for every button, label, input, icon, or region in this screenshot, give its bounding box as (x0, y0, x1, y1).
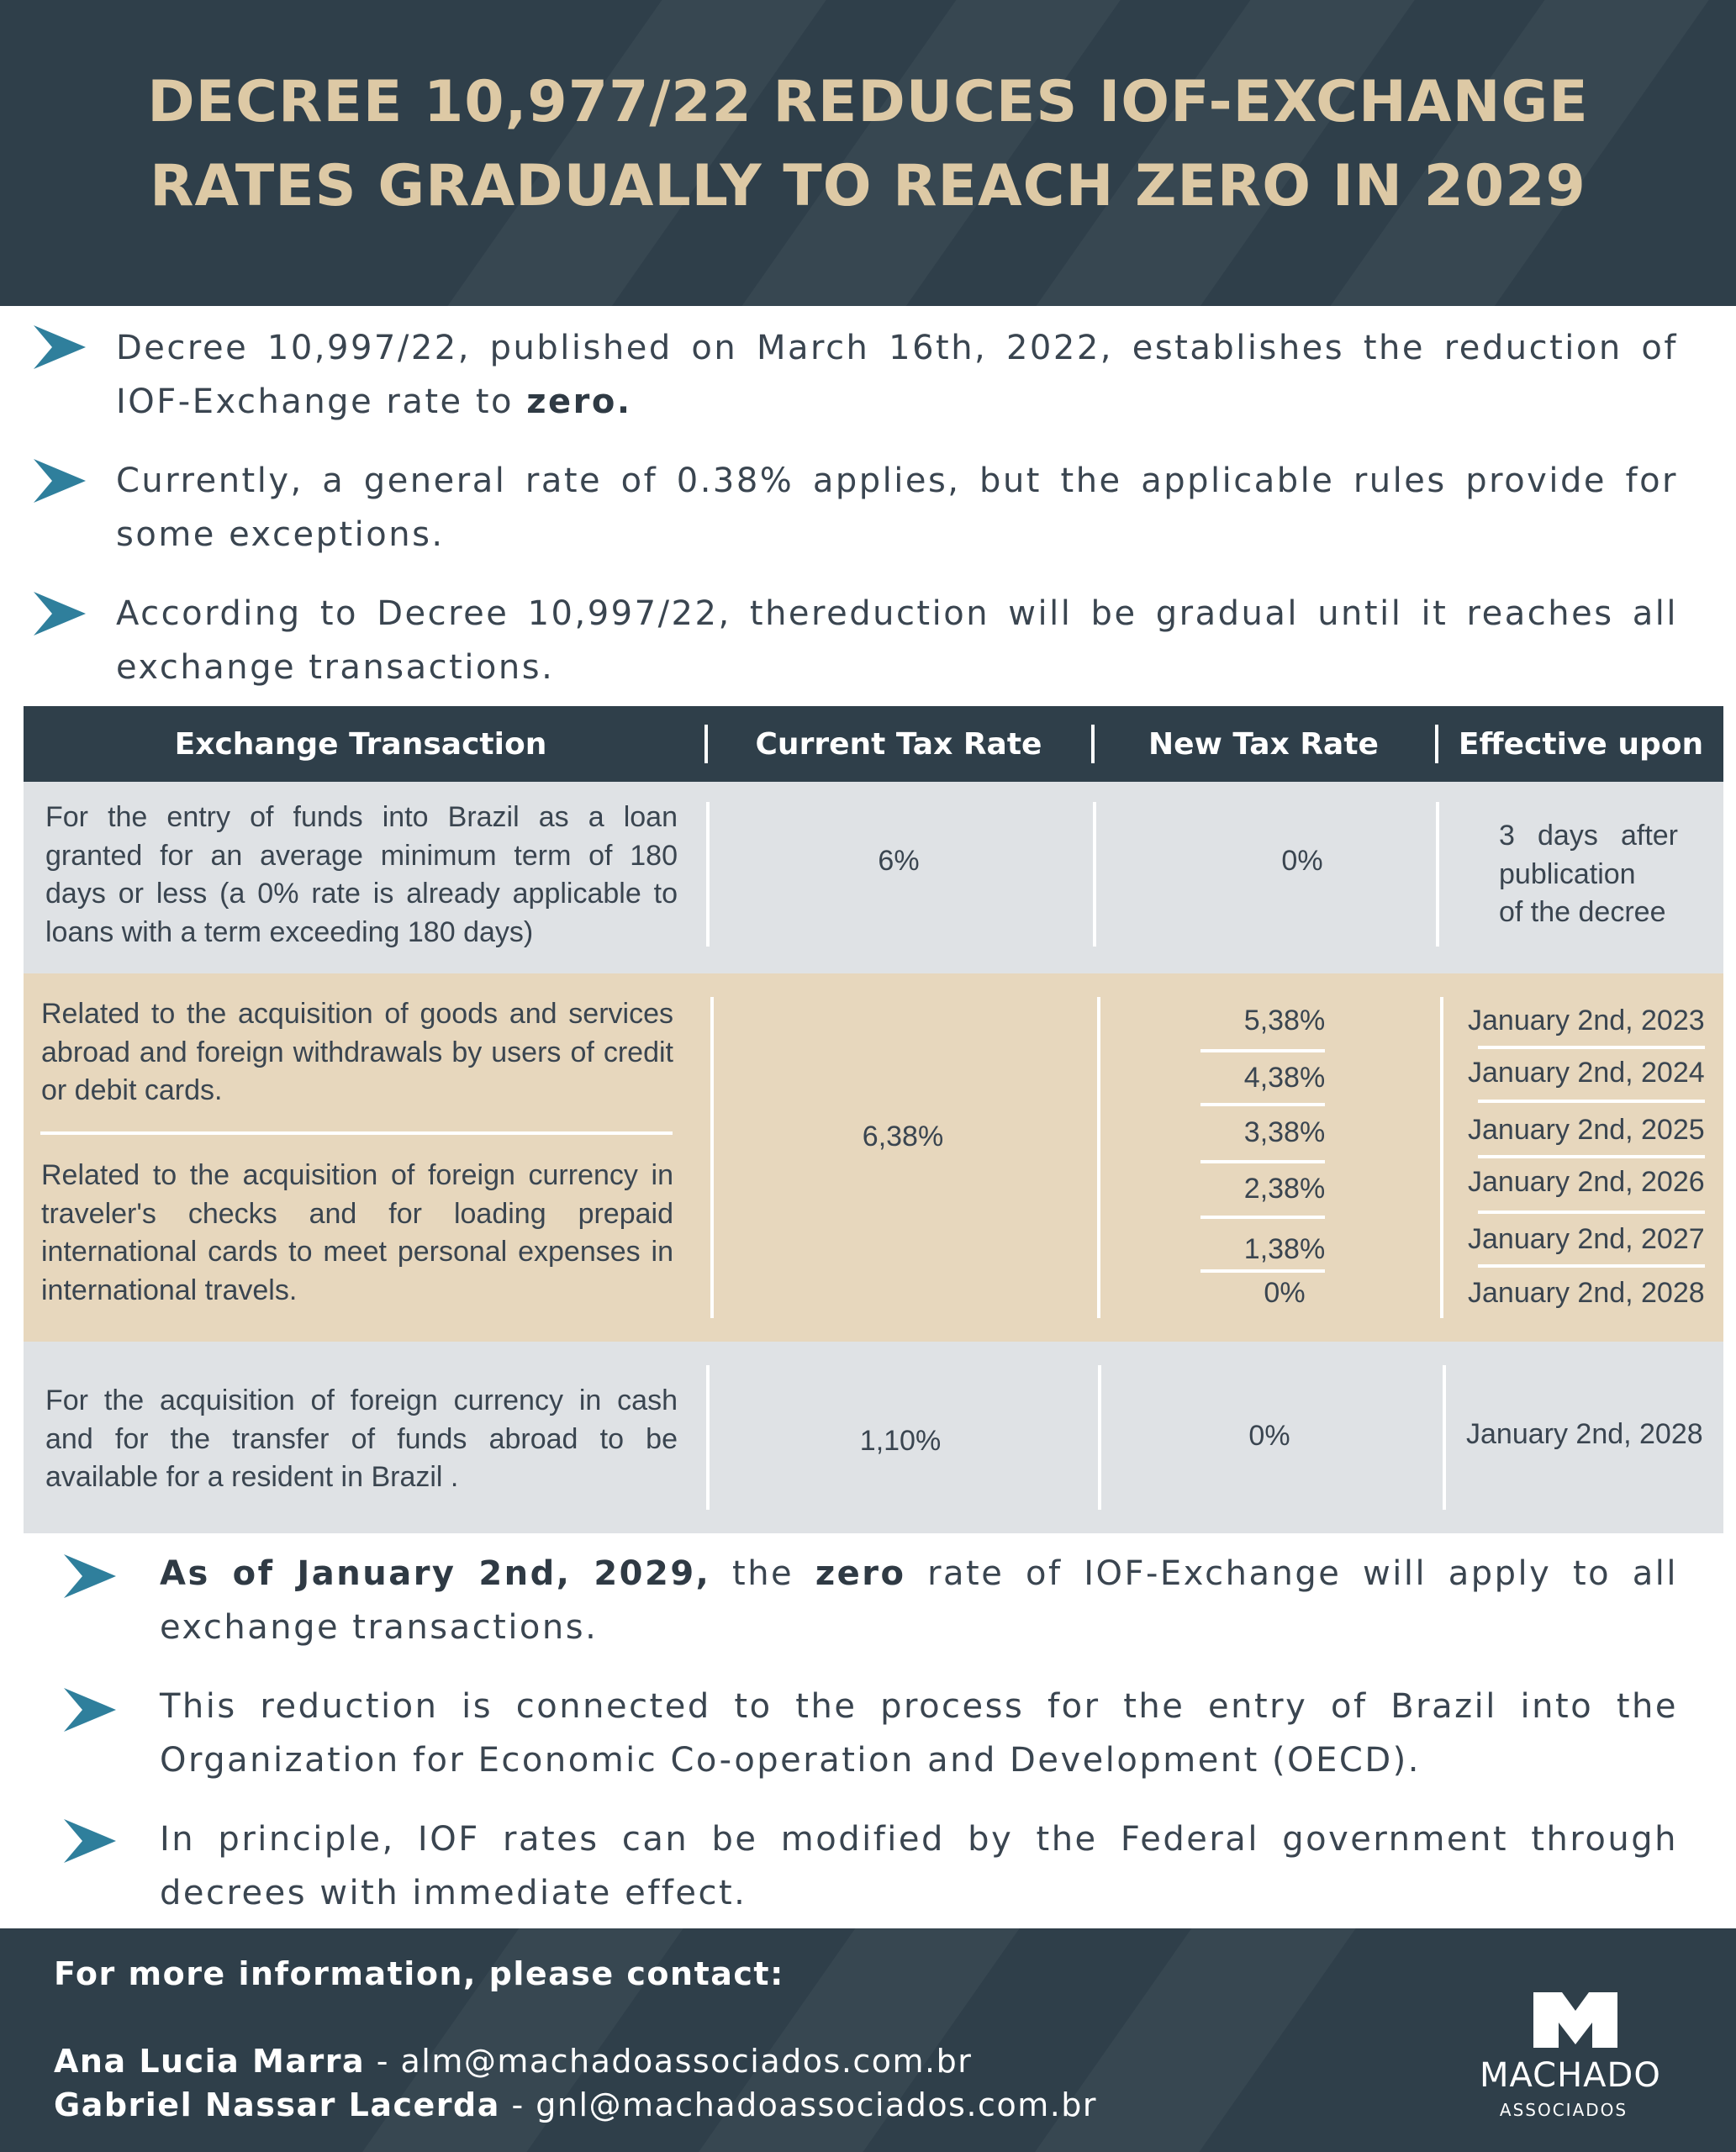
row3-new-rate: 0% (1248, 1420, 1290, 1452)
row3-transaction: For the acquisition of foreign currency in cash and for the transfer of funds abroad to be available for a resident in Brazil . (45, 1385, 678, 1493)
contact-line (54, 2086, 1097, 2123)
column-separator (710, 997, 714, 1318)
row1-transaction: For the entry of funds into Brazil as a loan granted for an average minimum term of 180 days or less (a 0% rate is already applicable to loans with a term exceeding 180 days) (45, 801, 678, 948)
row2-new-rate-3: 3,38% (1243, 1116, 1326, 1148)
row2-transaction-a: Related to the acquisition of goods and services abroad and foreign withdrawals by users of credit or debit cards. (41, 998, 673, 1106)
logo-name: MACHADO (1480, 2056, 1661, 2095)
contact-line (54, 2043, 972, 2080)
row3-effective: January 2nd, 2028 (1466, 1418, 1703, 1450)
cell-divider (1478, 1264, 1705, 1268)
row2-new-rate-1: 5,38% (1243, 1005, 1326, 1036)
chevron-arrow-icon (62, 1551, 118, 1601)
closing-bullet-3: In principle, IOF rates can be modified by the Federal government through decrees with immediate effect. (160, 1820, 1678, 1912)
row1-effective (1499, 817, 1718, 932)
row3-current-rate: 1,10% (859, 1425, 942, 1457)
contact-heading: For more information, please contact: (54, 1955, 784, 1992)
header-banner (0, 0, 1736, 306)
row2-new-rate-4: 2,38% (1243, 1173, 1326, 1205)
cell-divider (1200, 1049, 1325, 1052)
row2-transaction-b: Related to the acquisition of foreign currency in traveler's checks and for loading prepaid international cards to meet personal expenses in international travels. (41, 1159, 673, 1306)
contact-email[interactable]: alm@machadoassociados.com.br (400, 2043, 973, 2080)
contact-name: Ana Lucia Marra (54, 2043, 366, 2080)
footer (0, 1928, 1736, 2152)
column-separator (1436, 802, 1439, 947)
contact-email[interactable]: gnl@machadoassociados.com.br (536, 2086, 1098, 2123)
intro-bullet-1: Decree 10,997/22, published on March 16th, 2022, establishes the reduction of IOF-Exchange rate to zero. (116, 329, 1678, 421)
closing-bullet-2: This reduction is connected to the process for the entry of Brazil into the Organization for Economic Co-operation and Development (OECD). (160, 1687, 1678, 1780)
row2-effective-3: January 2nd, 2025 (1468, 1114, 1705, 1146)
contact-separator: - (365, 2043, 401, 2080)
logo-subtitle: ASSOCIADOS (1499, 2100, 1628, 2120)
column-separator (1097, 997, 1100, 1318)
cell-divider (1478, 1046, 1705, 1049)
chevron-arrow-icon (62, 1685, 118, 1735)
row2-effective-6: January 2nd, 2028 (1468, 1277, 1705, 1309)
row2-effective-4: January 2nd, 2026 (1468, 1166, 1705, 1198)
row1-current-rate: 6% (878, 845, 920, 877)
column-header-effective: Effective upon (1458, 726, 1704, 762)
row2-new-rate-2: 4,38% (1243, 1062, 1326, 1094)
cell-divider (1200, 1269, 1325, 1273)
row2-effective-5: January 2nd, 2027 (1468, 1223, 1705, 1255)
row2-new-rate-5: 1,38% (1243, 1233, 1326, 1265)
cell-divider (1200, 1216, 1325, 1219)
column-separator (1443, 1365, 1446, 1510)
cell-divider (40, 1131, 673, 1135)
machado-associados-logo (1480, 1979, 1661, 2130)
page-title (0, 61, 1736, 229)
chevron-arrow-icon (32, 588, 87, 639)
intro-bullet-3: According to Decree 10,997/22, thereduction will be gradual until it reaches all exchange transactions. (116, 594, 1678, 687)
logo-mark-icon (1533, 1992, 1617, 2048)
contact-name: Gabriel Nassar Lacerda (54, 2086, 500, 2123)
closing-bullet-1: As of January 2nd, 2029, the zero rate of IOF-Exchange will apply to all exchange transactions. (160, 1554, 1678, 1647)
table-row (24, 973, 1723, 1342)
cell-divider (1478, 1155, 1705, 1158)
column-header-new-rate: New Tax Rate (1148, 726, 1379, 762)
row2-current-rate: 6,38% (862, 1121, 944, 1152)
column-header-current-rate: Current Tax Rate (755, 726, 1042, 762)
title-line-2: RATES GRADUALLY TO REACH ZERO IN 2029 (150, 153, 1586, 219)
chevron-arrow-icon (62, 1816, 118, 1866)
cell-divider (1200, 1103, 1325, 1106)
row1-new-rate: 0% (1281, 845, 1323, 877)
chevron-arrow-icon (32, 456, 87, 506)
row2-effective-2: January 2nd, 2024 (1468, 1057, 1705, 1089)
table-header (24, 706, 1723, 782)
column-header-transaction: Exchange Transaction (174, 726, 547, 762)
cell-divider (1478, 1210, 1705, 1214)
table-row (24, 782, 1723, 973)
cell-divider (1200, 1160, 1325, 1163)
table-row (24, 1342, 1723, 1533)
effective-line: of the decree (1499, 896, 1666, 928)
contact-separator: - (499, 2086, 536, 2123)
effective-line: 3 days after (1499, 820, 1678, 852)
row2-effective-1: January 2nd, 2023 (1468, 1005, 1705, 1036)
intro-bullet-2: Currently, a general rate of 0.38% applies, but the applicable rules provide for some exceptions. (116, 462, 1678, 554)
title-line-1: DECREE 10,977/22 REDUCES IOF-EXCHANGE (147, 69, 1589, 135)
effective-line: publication (1499, 857, 1636, 890)
row2-new-rate-6: 0% (1264, 1277, 1306, 1309)
cell-divider (1478, 1100, 1705, 1103)
chevron-arrow-icon (32, 322, 87, 372)
column-separator (1440, 997, 1443, 1318)
